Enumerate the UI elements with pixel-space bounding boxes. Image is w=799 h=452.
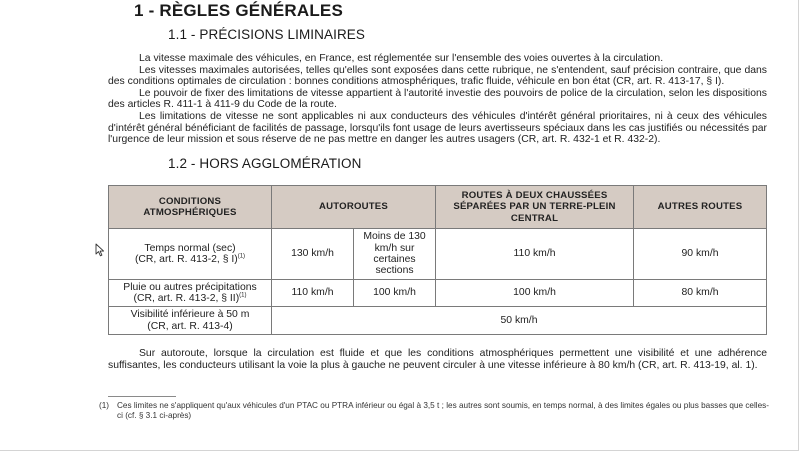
autres-routes-cell: 90 km/h	[634, 229, 767, 280]
footnote-number: (1)	[99, 401, 110, 410]
paragraph: La vitesse maximale des véhicules, en France, est réglementée sur l'ensemble des voies ouvertes à la circulation.	[139, 53, 664, 64]
table-row	[109, 229, 767, 280]
autres-routes-cell: 80 km/h	[634, 280, 767, 307]
paragraph: Sur autoroute, lorsque la circulation est fluide et que les conditions atmosphériques permettent une visibilité et une adhérence suffisantes, les conducteurs utilisant la voie la plus à gauche ne peuvent circuler à une vitesse inférieure à 80 km/h (CR, art. R. 413-19, al. 1).	[108, 348, 767, 371]
paragraph: Les vitesses maximales autorisées, telles qu'elles sont exposées dans cette rubrique, ne s'entendent, sauf précision contraire, que dans des conditions optimales de circulation : bonnes conditions atmosphériques, trafic fluide, véhicule en bon état (CR, art. R. 413-17, § I).	[108, 64, 767, 88]
condition-label: Visibilité inférieure à 50 m	[130, 309, 250, 321]
mouse-pointer-icon	[95, 243, 105, 257]
paragraph: Les limitations de vitesse ne sont applicables ni aux conducteurs des véhicules d'intérêt général prioritaires, ni à ceux des véhicules d'intérêt général bénéficiant de facilités de passage, lorsqu'ils font usage de leurs avertisseurs spéciaux dans les cas justifiés ou nécessités par l'urgence de leur mission et sous réserve de ne pas mettre en danger les autres usagers (CR, art. R. 432-1 et R. 432-2).	[108, 110, 767, 146]
header-routes-deux-chaussees: ROUTES À DEUX CHAUSSÉES SÉPARÉES PAR UN TERRE-PLEIN CENTRAL	[436, 186, 634, 229]
autoroute-main-cell: 110 km/h	[272, 280, 354, 307]
autoroute-exception-cell: Moins de 130 km/h sur certaines sections	[354, 229, 436, 280]
subsection-title-hors-agglomeration: 1.2 - HORS AGGLOMÉRATION	[168, 156, 362, 171]
condition-cell	[109, 229, 272, 280]
condition-label: Pluie ou autres précipitations	[123, 281, 257, 293]
footnote-text: Ces limites ne s'appliquent qu'aux véhicules d'un PTAC ou PTRA inférieur ou égal à 3,5 t ; les autres sont soumis, en temps normal, à des limites égales ou plus basses que celles-ci (cf. § 3.1 ci-après)	[117, 401, 769, 421]
header-autres-routes: AUTRES ROUTES	[634, 186, 767, 229]
footnote	[99, 401, 769, 422]
table-row	[109, 280, 767, 307]
section-title: 1 - RÈGLES GÉNÉRALES	[134, 1, 343, 20]
condition-cell	[109, 280, 272, 307]
condition-cell	[109, 307, 272, 335]
all-roads-cell: 50 km/h	[272, 307, 767, 335]
after-table-text	[108, 348, 767, 371]
footnote-divider	[108, 396, 176, 397]
footnote-mark: (1)	[237, 253, 246, 260]
condition-label: Temps normal (sec)	[144, 242, 236, 254]
deux-chaussees-cell: 110 km/h	[436, 229, 634, 280]
table-header-row	[109, 186, 767, 229]
deux-chaussees-cell: 100 km/h	[436, 280, 634, 307]
autoroute-main-cell: 130 km/h	[272, 229, 354, 280]
header-conditions: CONDITIONS ATMOSPHÉRIQUES	[109, 186, 272, 229]
speed-limits-table	[108, 185, 767, 335]
table-row	[109, 307, 767, 335]
header-autoroutes: AUTOROUTES	[272, 186, 436, 229]
condition-reference: (CR, art. R. 413-2, § II)	[133, 293, 240, 304]
subsection-title-preliminaires: 1.1 - PRÉCISIONS LIMINAIRES	[168, 27, 365, 42]
paragraph: Le pouvoir de fixer des limitations de vitesse appartient à l'autorité investie des pouvoirs de police de la circulation, selon les dispositions des articles R. 411-1 à 411-9 du Code de la route.	[108, 87, 767, 111]
condition-reference: (CR, art. R. 413-4)	[147, 320, 233, 332]
condition-reference: (CR, art. R. 413-2, § I)	[134, 254, 238, 265]
autoroute-exception-cell: 100 km/h	[354, 280, 436, 307]
intro-text	[108, 53, 767, 146]
footnote-mark: (1)	[239, 292, 247, 299]
